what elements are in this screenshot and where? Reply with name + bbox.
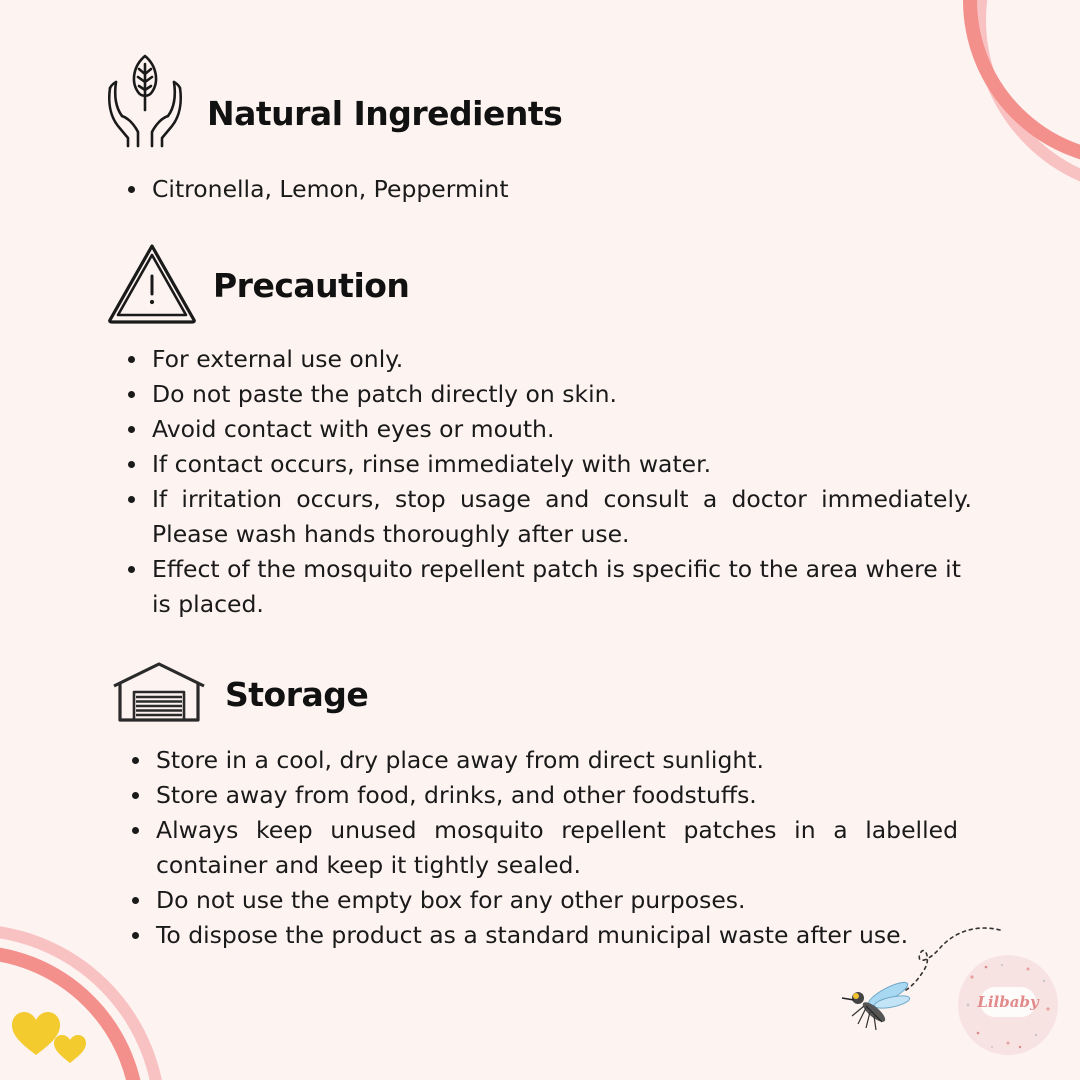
list-item: Effect of the mosquito repellent patch is specific to the area where it is placed. (126, 552, 972, 622)
list-item: If irritation occurs, stop usage and consult a doctor immediately. Please wash hands thoroughly after use. (126, 482, 972, 552)
list-item: Store in a cool, dry place away from direct sunlight. (130, 743, 958, 778)
precaution-list (126, 342, 972, 622)
list-item: Avoid contact with eyes or mouth. (126, 412, 972, 447)
list-item: If contact occurs, rinse immediately with water. (126, 447, 972, 482)
list-item: Always keep unused mosquito repellent patches in a labelled container and keep it tightly sealed. (130, 813, 958, 883)
hearts-icon (10, 1005, 90, 1065)
section-title-precaution: Precaution (213, 265, 410, 305)
list-item: To dispose the product as a standard municipal waste after use. (130, 918, 958, 953)
list-item: Do not paste the patch directly on skin. (126, 377, 972, 412)
section-header-ingredients (207, 90, 562, 136)
garage-icon (110, 660, 208, 724)
brand-logo-text: Lilbaby (977, 993, 1039, 1011)
list-item: Store away from food, drinks, and other foodstuffs. (130, 778, 958, 813)
brand-logo (958, 955, 1058, 1055)
section-header-precaution (213, 262, 409, 308)
section-header-storage (225, 671, 368, 717)
ingredients-list (126, 172, 566, 207)
decorative-arc-top-right (940, 0, 1080, 220)
warning-triangle-icon (106, 242, 198, 326)
storage-list (130, 743, 958, 953)
list-item: Do not use the empty box for any other purposes. (130, 883, 958, 918)
section-title-storage: Storage (225, 674, 369, 714)
list-item: Citronella, Lemon, Peppermint (126, 172, 566, 207)
hands-leaf-icon (106, 52, 184, 148)
list-item: For external use only. (126, 342, 972, 377)
section-title-ingredients: Natural Ingredients (207, 93, 563, 133)
